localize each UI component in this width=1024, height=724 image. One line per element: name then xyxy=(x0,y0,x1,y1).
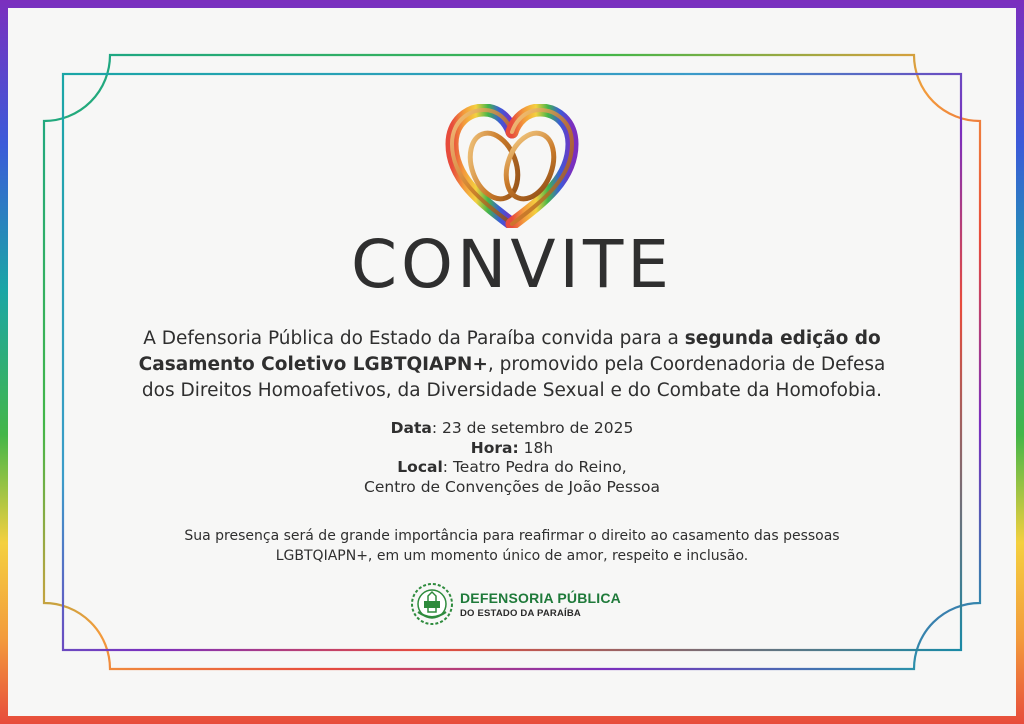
page-title: CONVITE xyxy=(350,226,674,303)
rainbow-rings-heart-icon xyxy=(442,104,582,228)
time-value: 18h xyxy=(518,438,554,457)
org-name: DEFENSORIA PÚBLICA xyxy=(460,590,621,606)
date-row xyxy=(0,419,1024,439)
date-label: Data xyxy=(390,419,432,437)
org-subtitle: DO ESTADO DA PARAÍBA xyxy=(460,608,581,619)
place-label: Local xyxy=(397,458,443,476)
place-row xyxy=(0,458,1024,478)
place-line2: Centro de Convenções de João Pessoa xyxy=(364,477,660,496)
closing-paragraph: Sua presença será de grande importância para reafirmar o direito ao casamento das pessoas LGBTQIAPN+, em um momento único de amor, respeito e inclusão. xyxy=(184,528,840,564)
defensoria-seal-icon xyxy=(410,582,454,626)
date-value: : 23 de setembro de 2025 xyxy=(431,419,634,437)
intro-paragraph xyxy=(120,326,904,404)
intro-text-end: , promovido pela Coordenadoria de Defesa dos Direitos Homoafetivos, da Diversidade Sexual e do Combate da Homofobia. xyxy=(141,354,886,401)
intro-text-start: A Defensoria Pública do Estado da Paraíba convida para a xyxy=(143,328,685,349)
time-label: Hora: xyxy=(470,438,519,457)
event-details xyxy=(0,419,1024,497)
organization-logo xyxy=(410,582,640,628)
place-value: : Teatro Pedra do Reino, xyxy=(442,458,627,476)
intro-highlight: segunda edição do Casamento Coletivo LGBTQIAPN+ xyxy=(138,328,881,375)
time-row xyxy=(0,439,1024,459)
